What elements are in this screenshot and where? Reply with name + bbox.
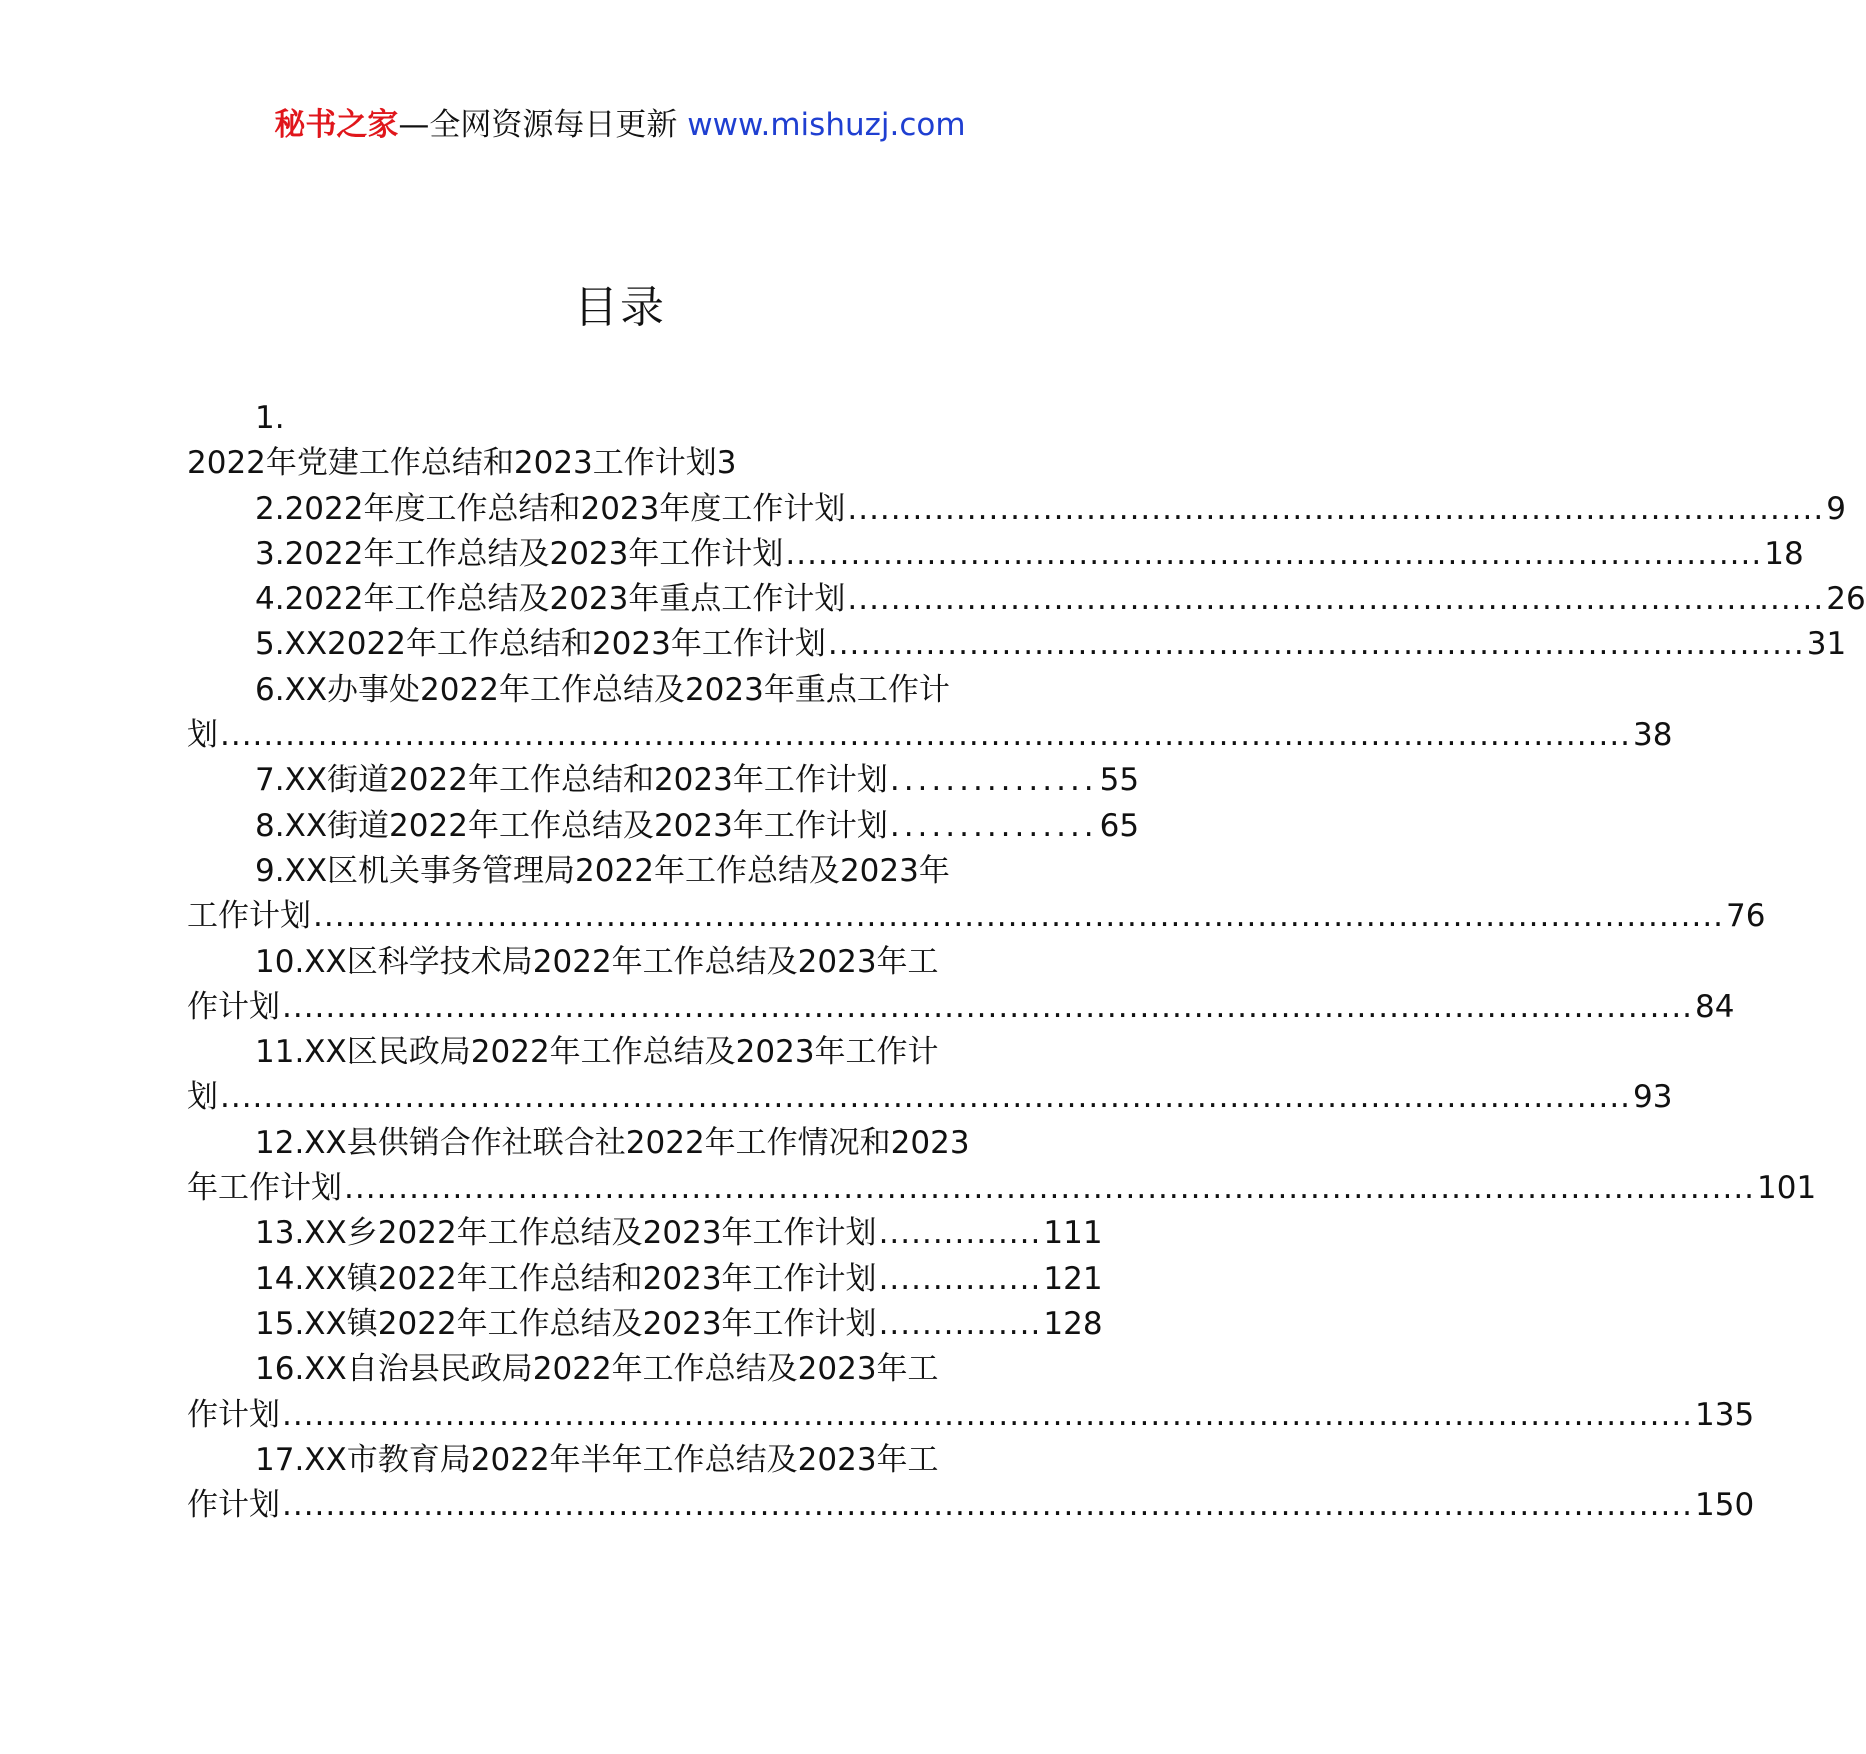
toc-page-number: 38 xyxy=(1633,717,1673,754)
toc-entry-text: 6.XX办事处2022年工作总结及2023年重点工作计 xyxy=(255,671,950,708)
toc-entry-text: 8.XX街道2022年工作总结及2023年工作计划 xyxy=(255,807,888,844)
dot-leader: .......................................................................................... xyxy=(827,626,1805,663)
toc-page-number: 150 xyxy=(1695,1487,1755,1524)
toc-page-number: 101 xyxy=(1757,1170,1817,1207)
toc-entry-text: 14.XX镇2022年工作总结和2023年工作计划 xyxy=(255,1260,877,1297)
toc-entry-8[interactable] xyxy=(187,804,1140,849)
toc-page-number: 9 xyxy=(1826,490,1846,527)
toc-entry-text: 工作计划 xyxy=(187,898,311,935)
toc-page-number: 93 xyxy=(1633,1079,1673,1116)
dot-leader: .................................................................................................................................. xyxy=(313,898,1725,935)
dot-leader: ............... xyxy=(889,762,1098,799)
toc-entry-text: 1. xyxy=(255,400,285,436)
toc-entry-7[interactable] xyxy=(187,758,1140,803)
toc-entry-15[interactable] xyxy=(187,1302,1103,1347)
toc-entry-3[interactable] xyxy=(187,532,1804,577)
toc-entry-text: 划 xyxy=(187,717,218,754)
site-url-link[interactable]: www.mishuzj.com xyxy=(687,107,966,143)
toc-entry-text: 11.XX区民政局2022年工作总结及2023年工作计 xyxy=(255,1034,939,1071)
toc-entry-text: 16.XX自治县民政局2022年工作总结及2023年工 xyxy=(255,1351,939,1388)
toc-entry-14[interactable] xyxy=(187,1257,1103,1302)
page-header xyxy=(0,100,1240,150)
toc-entry-10-line-1[interactable] xyxy=(187,940,1052,985)
dot-leader: .................................................................................................................................. xyxy=(282,988,1694,1025)
toc-entry-text: 4.2022年工作总结及2023年重点工作计划 xyxy=(255,581,846,618)
dot-leader: ............... xyxy=(889,807,1098,844)
toc-entry-2[interactable] xyxy=(187,487,1846,532)
toc-page-number: 121 xyxy=(1043,1260,1103,1297)
toc-entry-17-line-1[interactable] xyxy=(187,1438,1052,1483)
dot-leader: .......................................................................................... xyxy=(847,490,1825,527)
toc-page-number: 65 xyxy=(1099,807,1140,844)
toc-entry-4[interactable] xyxy=(187,577,1866,622)
toc-entry-6-line-1[interactable] xyxy=(187,668,1052,713)
dot-leader: .................................................................................................................................. xyxy=(282,1487,1694,1524)
toc-entry-17-line-2[interactable] xyxy=(187,1483,1755,1528)
toc-entry-16-line-2[interactable] xyxy=(187,1393,1755,1438)
toc-page-number: 76 xyxy=(1726,898,1766,935)
toc-page-number: 111 xyxy=(1043,1215,1103,1252)
toc-entry-text: 7.XX街道2022年工作总结和2023年工作计划 xyxy=(255,762,888,799)
dot-leader: ............... xyxy=(878,1215,1042,1252)
toc-entry-text: 2.2022年度工作总结和2023年度工作计划 xyxy=(255,490,846,527)
dot-leader: .......................................................................................... xyxy=(785,535,1763,572)
toc-entry-5[interactable] xyxy=(187,622,1847,667)
toc-entry-text: 10.XX区科学技术局2022年工作总结及2023年工 xyxy=(255,943,939,980)
toc-entry-1-line-2[interactable] xyxy=(187,441,1052,486)
dot-leader: .................................................................................................................................. xyxy=(282,1396,1694,1433)
toc-entry-1-line-1[interactable] xyxy=(187,396,1052,441)
toc-entry-text: 5.XX2022年工作总结和2023年工作计划 xyxy=(255,626,826,663)
toc-page-number: 135 xyxy=(1695,1396,1755,1433)
toc-page-number: 26 xyxy=(1826,581,1866,618)
toc-page-number: 55 xyxy=(1099,762,1140,799)
toc-entry-text: 13.XX乡2022年工作总结及2023年工作计划 xyxy=(255,1215,877,1252)
toc-entry-9-line-2[interactable] xyxy=(187,894,1766,939)
toc-entry-9-line-1[interactable] xyxy=(187,849,1052,894)
toc-page-number: 3 xyxy=(716,445,737,482)
document-title: 目录 xyxy=(574,282,666,333)
toc-entry-text: 3.2022年工作总结及2023年工作计划 xyxy=(255,535,784,572)
dot-leader: ............... xyxy=(878,1260,1042,1297)
toc-entry-text: 17.XX市教育局2022年半年工作总结及2023年工 xyxy=(255,1441,939,1478)
toc-entry-11-line-2[interactable] xyxy=(187,1075,1673,1120)
toc-entry-12-line-1[interactable] xyxy=(187,1121,1052,1166)
toc-entry-text: 2022年党建工作总结和2023工作计划 xyxy=(187,445,717,482)
toc-page-number: 31 xyxy=(1806,626,1847,663)
toc-entry-text: 9.XX区机关事务管理局2022年工作总结及2023年 xyxy=(255,852,950,889)
toc-entry-12-line-2[interactable] xyxy=(187,1166,1817,1211)
toc-entry-text: 作计划 xyxy=(187,988,280,1025)
toc-entry-16-line-1[interactable] xyxy=(187,1347,1052,1392)
toc-entry-10-line-2[interactable] xyxy=(187,985,1735,1030)
toc-entry-text: 15.XX镇2022年工作总结及2023年工作计划 xyxy=(255,1305,877,1342)
toc-page-number: 84 xyxy=(1695,988,1735,1025)
toc-entry-6-line-2[interactable] xyxy=(187,713,1673,758)
dot-leader: .......................................................................................... xyxy=(847,581,1825,618)
toc-entry-text: 年工作计划 xyxy=(187,1170,342,1207)
toc-entry-text: 作计划 xyxy=(187,1396,280,1433)
dot-leader: ............... xyxy=(878,1305,1042,1342)
toc-entry-text: 作计划 xyxy=(187,1487,280,1524)
dot-leader: .................................................................................................................................. xyxy=(344,1170,1756,1207)
header-tagline: 全网资源每日更新 xyxy=(429,107,678,143)
toc-entry-11-line-1[interactable] xyxy=(187,1030,1052,1075)
table-of-contents xyxy=(187,396,1866,1528)
toc-entry-text: 划 xyxy=(187,1079,218,1116)
header-separator: — xyxy=(398,107,430,143)
toc-page-number: 18 xyxy=(1764,535,1804,572)
dot-leader: .................................................................................................................................. xyxy=(220,1079,1632,1116)
toc-entry-13[interactable] xyxy=(187,1211,1103,1256)
toc-entry-text: 12.XX县供销合作社联合社2022年工作情况和2023 xyxy=(255,1124,970,1161)
brand-name: 秘书之家 xyxy=(274,107,399,143)
dot-leader: .................................................................................................................................. xyxy=(220,717,1632,754)
toc-page-number: 128 xyxy=(1043,1305,1103,1342)
